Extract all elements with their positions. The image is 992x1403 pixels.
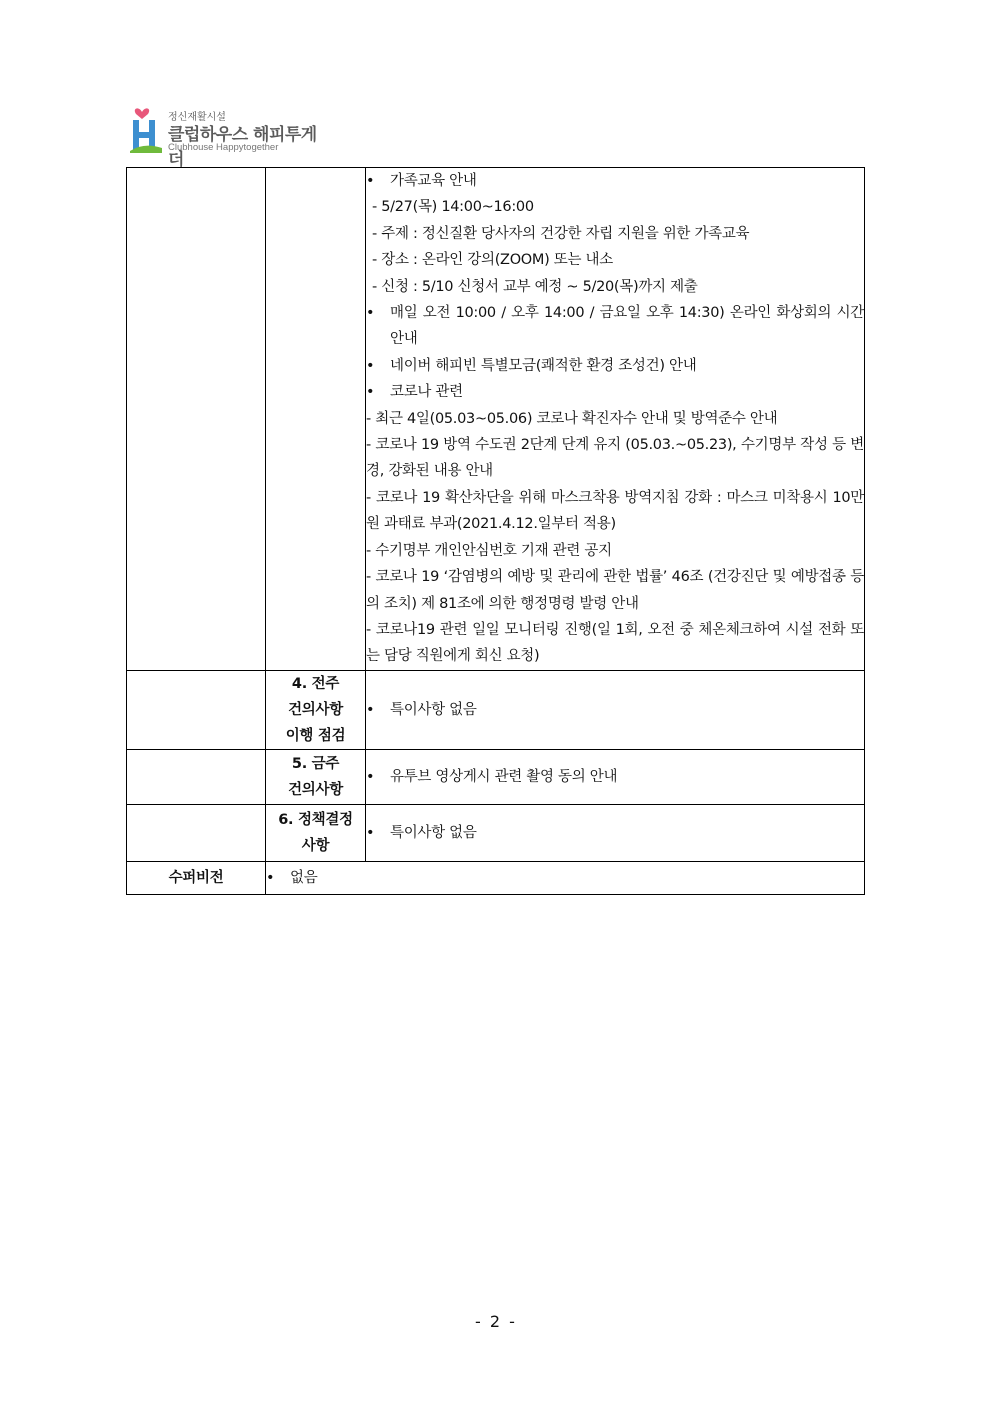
list-item: • 특이사항 없음 bbox=[366, 820, 864, 846]
logo-title: 클럽하우스 해피투게더 bbox=[168, 125, 317, 170]
supervision-content bbox=[266, 861, 865, 894]
empty-label-cell bbox=[127, 168, 266, 671]
table-row bbox=[127, 670, 865, 749]
policy-decisions-content bbox=[366, 804, 865, 861]
notice-item: - 코로나 19 ‘감염병의 예방 및 관리에 관한 법률’ 46조 (건강진단 및 예방접종 등의 조치) 제 81조에 의한 행정명령 발령 안내 bbox=[366, 569, 864, 612]
table-row bbox=[127, 168, 865, 671]
notice-item: • 코로나 관련 bbox=[366, 379, 864, 405]
row-label-this-week-suggestions: 5. 금주 건의사항 bbox=[266, 749, 366, 804]
logo-english-name: Clubhouse Happytogether bbox=[168, 142, 279, 153]
prev-suggestions-content bbox=[366, 670, 865, 749]
notice-item: - 5/27(목) 14:00~16:00 bbox=[372, 199, 534, 216]
empty-sublabel-cell bbox=[266, 168, 366, 671]
notice-item: • 가족교육 안내 bbox=[366, 168, 864, 194]
table-row bbox=[127, 804, 865, 861]
notice-content-cell bbox=[366, 168, 865, 671]
notice-item: - 코로나19 관련 일일 모니터링 진행(일 1회, 오전 중 체온체크하여 시설 전화 또는 담당 직원에게 회신 요청) bbox=[366, 621, 864, 665]
notice-item: - 수기명부 개인안심번호 기재 관련 공지 bbox=[366, 542, 612, 559]
notice-item: • 매일 오전 10:00 / 오후 14:00 / 금요일 오후 14:30) 온라인 화상회의 시간 안내 bbox=[366, 300, 864, 353]
notice-item: - 코로나 19 확산차단을 위해 마스크착용 방역지침 강화 : 마스크 미착용시 10만원 과태료 부과(2021.4.12.일부터 적용) bbox=[366, 489, 864, 533]
empty-label-cell bbox=[127, 804, 266, 861]
clubhouse-logo-icon bbox=[128, 104, 166, 154]
notice-item: - 최근 4일(05.03~05.06) 코로나 확진자수 안내 및 방역준수 안내 bbox=[366, 410, 778, 427]
notice-item: - 신청 : 5/10 신청서 교부 예정 ~ 5/20(목)까지 제출 bbox=[372, 278, 698, 295]
notice-list bbox=[366, 168, 864, 670]
notice-item: • 네이버 해피빈 특별모금(쾌적한 환경 조성건) 안내 bbox=[366, 353, 864, 379]
row-label-supervision: 수퍼비전 bbox=[127, 861, 266, 894]
list-item: • 특이사항 없음 bbox=[366, 697, 864, 723]
notice-item: - 코로나 19 방역 수도권 2단계 단계 유지 (05.03.~05.23), 수기명부 작성 등 변경, 강화된 내용 안내 bbox=[366, 437, 864, 480]
page-number: - 2 - bbox=[475, 1312, 517, 1331]
table-row bbox=[127, 861, 865, 894]
clubhouse-logo bbox=[128, 104, 328, 170]
notice-item: - 장소 : 온라인 강의(ZOOM) 또는 내소 bbox=[372, 252, 613, 269]
list-item: • 없음 bbox=[266, 865, 864, 891]
this-week-suggestions-content bbox=[366, 749, 865, 804]
meeting-minutes-table bbox=[126, 167, 865, 895]
row-label-policy-decisions: 6. 정책결정 사항 bbox=[266, 804, 366, 861]
table-row bbox=[127, 749, 865, 804]
notice-item: - 주제 : 정신질환 당사자의 건강한 자립 지원을 위한 가족교육 bbox=[372, 225, 750, 242]
list-item: • 유투브 영상게시 관련 촬영 동의 안내 bbox=[366, 764, 864, 790]
empty-label-cell bbox=[127, 670, 266, 749]
logo-subtitle: 정신재활시설 bbox=[168, 112, 226, 123]
empty-label-cell bbox=[127, 749, 266, 804]
row-label-prev-suggestions: 4. 전주 건의사항 이행 점검 bbox=[266, 670, 366, 749]
